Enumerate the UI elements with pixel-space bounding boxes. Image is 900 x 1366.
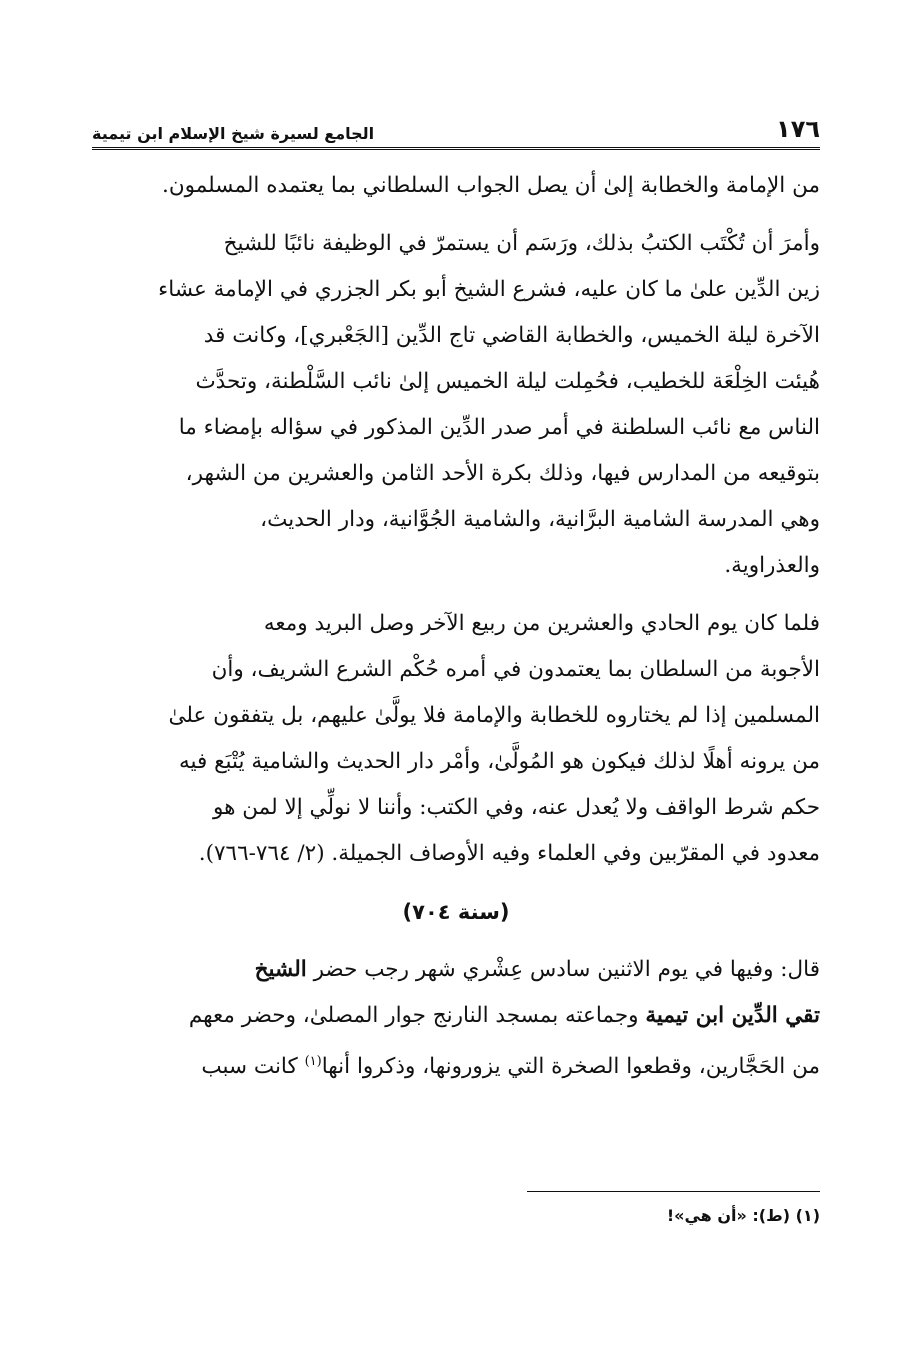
text-line: الآخرة ليلة الخميس، والخطابة القاضي تاج الدِّين [الجَعْبري]، وكانت قد (203, 323, 820, 348)
footnote: (١) (ط): «أن هي»! (666, 1206, 820, 1225)
text-line (92, 993, 820, 1039)
text-line: الناس مع نائب السلطنة في أمر صدر الدِّين المذكور في سؤاله بإمضاء ما (178, 415, 820, 440)
book-title: الجامع لسيرة شيخ الإسلام ابن تيمية (92, 124, 375, 143)
text-line: من يرونه أهلًا لذلك فيكون هو المُولَّىٰ، وأمْر دار الحديث والشامية يُتْبَع فيه (178, 749, 820, 774)
text-line: المسلمين إذا لم يختاروه للخطابة والإمامة فلا يولَّىٰ عليهم، بل يتفقون علىٰ (168, 703, 820, 728)
text-line: وهي المدرسة الشامية البرَّانية، والشامية الجُوَّانية، ودار الحديث، (260, 507, 820, 532)
text-line: معدود في المقرّبين وفي العلماء وفيه الأوصاف الجميلة. (٢/ ٧٦٤-٧٦٦). (198, 841, 820, 866)
text-line (92, 1039, 820, 1085)
text-line: والعذراوية. (724, 553, 820, 578)
text-line: الأجوبة من السلطان بما يعتمدون في أمره حُكْم الشرع الشريف، وأن (211, 657, 820, 682)
text-line (92, 947, 820, 993)
text-line: حكم شرط الواقف ولا يُعدل عنه، وفي الكتب: وأننا لا نولِّي إلا لمن هو (213, 795, 820, 820)
footnote-marker: (١) (304, 1054, 322, 1069)
text-line: هُيئت الخِلْعَة للخطيب، فحُمِلت ليلة الخميس إلىٰ نائب السَّلْطنة، وتحدَّث (195, 369, 820, 394)
text-line: زين الدِّين علىٰ ما كان عليه، فشرع الشيخ أبو بكر الجزري في الإمامة عشاء (158, 277, 820, 302)
text-run: وجماعته بمسجد النارنج جوار المصلىٰ، وحضر معهم (188, 1003, 646, 1028)
text-run: كانت سبب (201, 1054, 305, 1080)
text-run: من الحَجَّارين، وقطعوا الصخرة التي يزورونها، وذكروا أنها (321, 1054, 820, 1080)
text-run: قال: وفيها في يوم الاثنين سادس عِشْري شهر رجب حضر (306, 957, 820, 982)
text-line: بتوقيعه من المدارس فيها، وذلك بكرة الأحد الثامن والعشرين من الشهر، (185, 461, 820, 486)
section-heading: (سنة ٧٠٤) (402, 900, 510, 924)
main-text (92, 163, 820, 1085)
name-highlight: تقي الدِّين ابن تيمية (645, 1003, 820, 1028)
footnote-divider (527, 1191, 820, 1192)
text-line: من الإمامة والخطابة إلىٰ أن يصل الجواب السلطاني بما يعتمده المسلمون. (161, 173, 820, 198)
name-highlight: الشيخ (254, 957, 307, 982)
text-line: وأمرَ أن تُكْتَب الكتبُ بذلك، ورَسَم أن يستمرّ في الوظيفة نائبًا للشيخ (223, 231, 820, 256)
running-header (92, 108, 820, 150)
text-line: فلما كان يوم الحادي والعشرين من ربيع الآخر وصل البريد ومعه (263, 611, 820, 636)
page-number: ١٧٦ (776, 115, 820, 143)
